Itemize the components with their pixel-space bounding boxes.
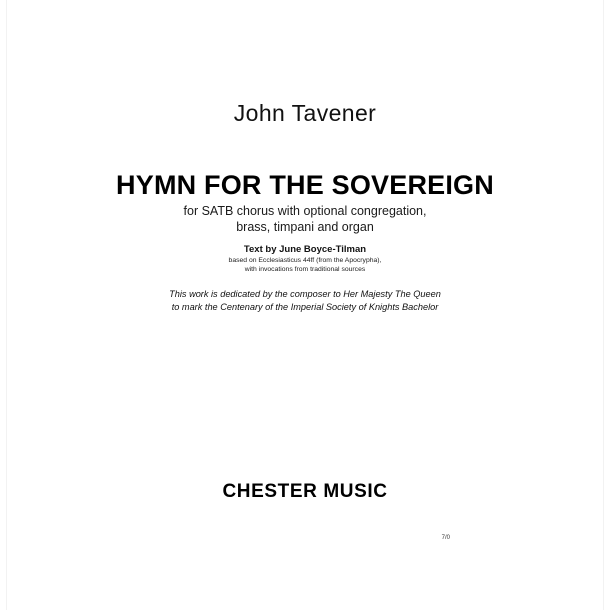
dedication-line-2: to mark the Centenary of the Imperial Society of Knights Bachelor [171, 302, 439, 312]
plate-number: 7/0 [441, 535, 450, 541]
dedication-note [0, 288, 610, 314]
publisher-name: CHESTER MUSIC [222, 481, 388, 502]
text-source-line-2: with invocations from traditional sources [244, 266, 366, 273]
work-title: HYMN FOR THE SOVEREIGN [116, 170, 494, 200]
instrumentation-line-2: brass, timpani and organ [236, 220, 374, 234]
text-source-note [0, 256, 610, 274]
composer-name: John Tavener [233, 100, 377, 126]
text-author-credit: Text by June Boyce-Tilman [243, 244, 367, 255]
dedication-line-1: This work is dedicated by the composer to Her Majesty The Queen [169, 289, 441, 299]
instrumentation-line-1: for SATB chorus with optional congregation, [183, 204, 427, 218]
text-source-line-1: based on Ecclesiasticus 44ff (from the Apocrypha), [228, 257, 382, 264]
instrumentation-subtitle [0, 203, 610, 235]
